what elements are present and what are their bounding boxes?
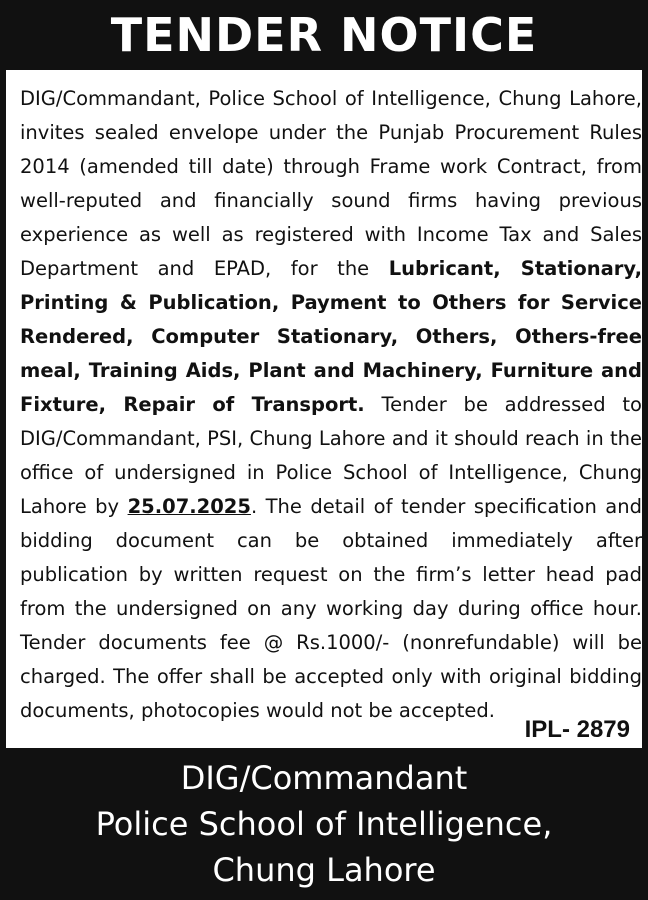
footer-line-3: Chung Lahore [212, 851, 436, 889]
footer-line-1: DIG/Commandant [180, 759, 468, 797]
footer-signature [0, 748, 648, 900]
notice-body [0, 70, 648, 748]
notice-address: Tender be addressed to DIG/Commandant, PSI, Chung Lahore and it should reach in the office of undersigned in Police School of Intelligence, Chung Lahore by [20, 393, 642, 518]
header-banner [0, 0, 648, 70]
reference-number: IPL- 2879 [524, 716, 630, 743]
notice-content [20, 82, 642, 728]
tender-items: Lubricant, Stationary, Printing & Publication, Payment to Others for Service Rendered, Computer Stationary, Others, Others-free meal, Training Aids, Plant and Machinery, Furniture and Fixture, Repair of Transport. [20, 257, 642, 416]
footer-line-2: Police School of Intelligence, [95, 805, 553, 843]
notice-title: TENDER NOTICE [110, 8, 538, 62]
notice-intro: DIG/Commandant, Police School of Intelligence, Chung Lahore, invites sealed envelope under the Punjab Procurement Rules 2014 (amended till date) through Frame work Contract, from well-reputed and financially sound firms having previous experience as well as registered with Income Tax and Sales Department and EPAD, for the [20, 87, 642, 280]
deadline-date: 25.07.2025 [127, 495, 251, 518]
notice-paragraph [20, 82, 642, 728]
notice-closing: . The detail of tender specification and bidding document can be obtained immediately after publication by written request on the firm’s letter head pad from the undersigned on any working day during office hour. Tender documents fee @ Rs.1000/- (nonrefundable) will be charged. The offer shall be accepted only with original bidding documents, photocopies would not be accepted. [20, 495, 642, 722]
